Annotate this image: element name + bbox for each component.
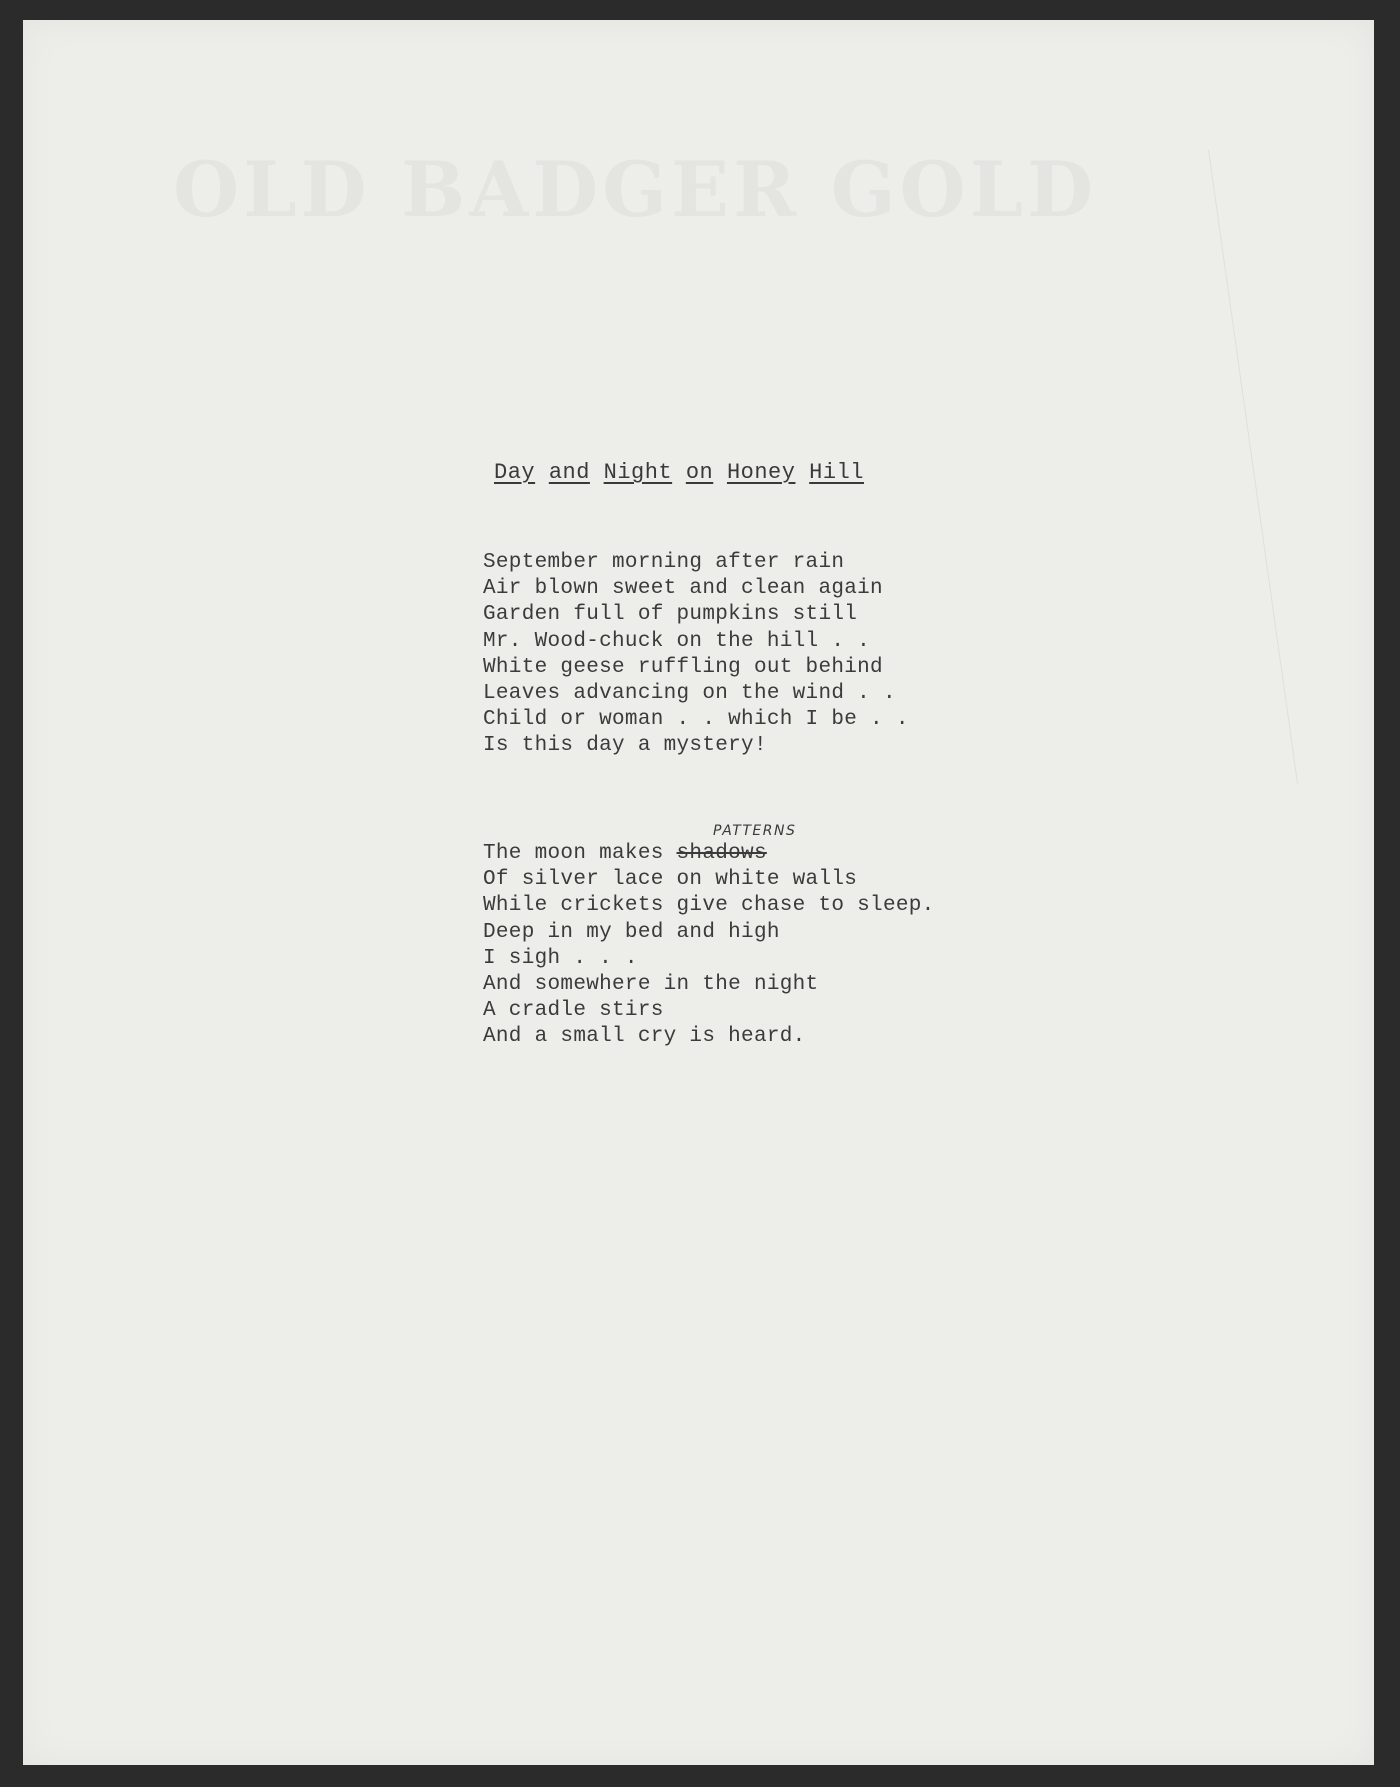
title-word: Hill: [809, 460, 864, 485]
poem-line: Deep in my bed and high: [483, 920, 780, 944]
poem-line: White geese ruffling out behind: [483, 655, 883, 679]
poem-line-prefix: The moon makes: [483, 842, 677, 865]
poem-line: And somewhere in the night: [483, 972, 819, 996]
poem-line: A cradle stirs: [483, 999, 664, 1023]
stanza-day: [483, 550, 909, 760]
poem-line: September morning after rain: [483, 551, 845, 574]
poem-line: While crickets give chase to sleep.: [483, 894, 935, 918]
poem-line: Air blown sweet and clean again: [483, 577, 883, 601]
poem-line: Leaves advancing on the wind . .: [483, 681, 896, 705]
poem-line: Child or woman . . which I be . .: [483, 708, 909, 732]
title-word: Day: [494, 460, 536, 485]
handwritten-correction: PATTERNS: [713, 823, 797, 839]
struck-word: shadows: [676, 842, 767, 865]
poem-line: I sigh . . .: [483, 946, 638, 970]
title-word: on: [685, 460, 714, 485]
document-page: [23, 20, 1374, 1765]
poem-line: Is this day a mystery!: [483, 734, 767, 758]
poem-title: [494, 460, 864, 485]
stanza-night: [483, 841, 935, 1051]
faint-letterhead-watermark: [173, 145, 1097, 234]
title-word: Night: [603, 460, 673, 485]
title-word: and: [548, 460, 590, 485]
poem-line: Garden full of pumpkins still: [483, 603, 858, 627]
poem-line: [483, 841, 935, 867]
paper-crease: [1208, 150, 1298, 784]
title-word: Honey: [726, 460, 796, 485]
poem-line: And a small cry is heard.: [483, 1025, 806, 1049]
poem-line: Of silver lace on white walls: [483, 868, 858, 892]
poem-line: Mr. Wood-chuck on the hill . .: [483, 629, 871, 653]
